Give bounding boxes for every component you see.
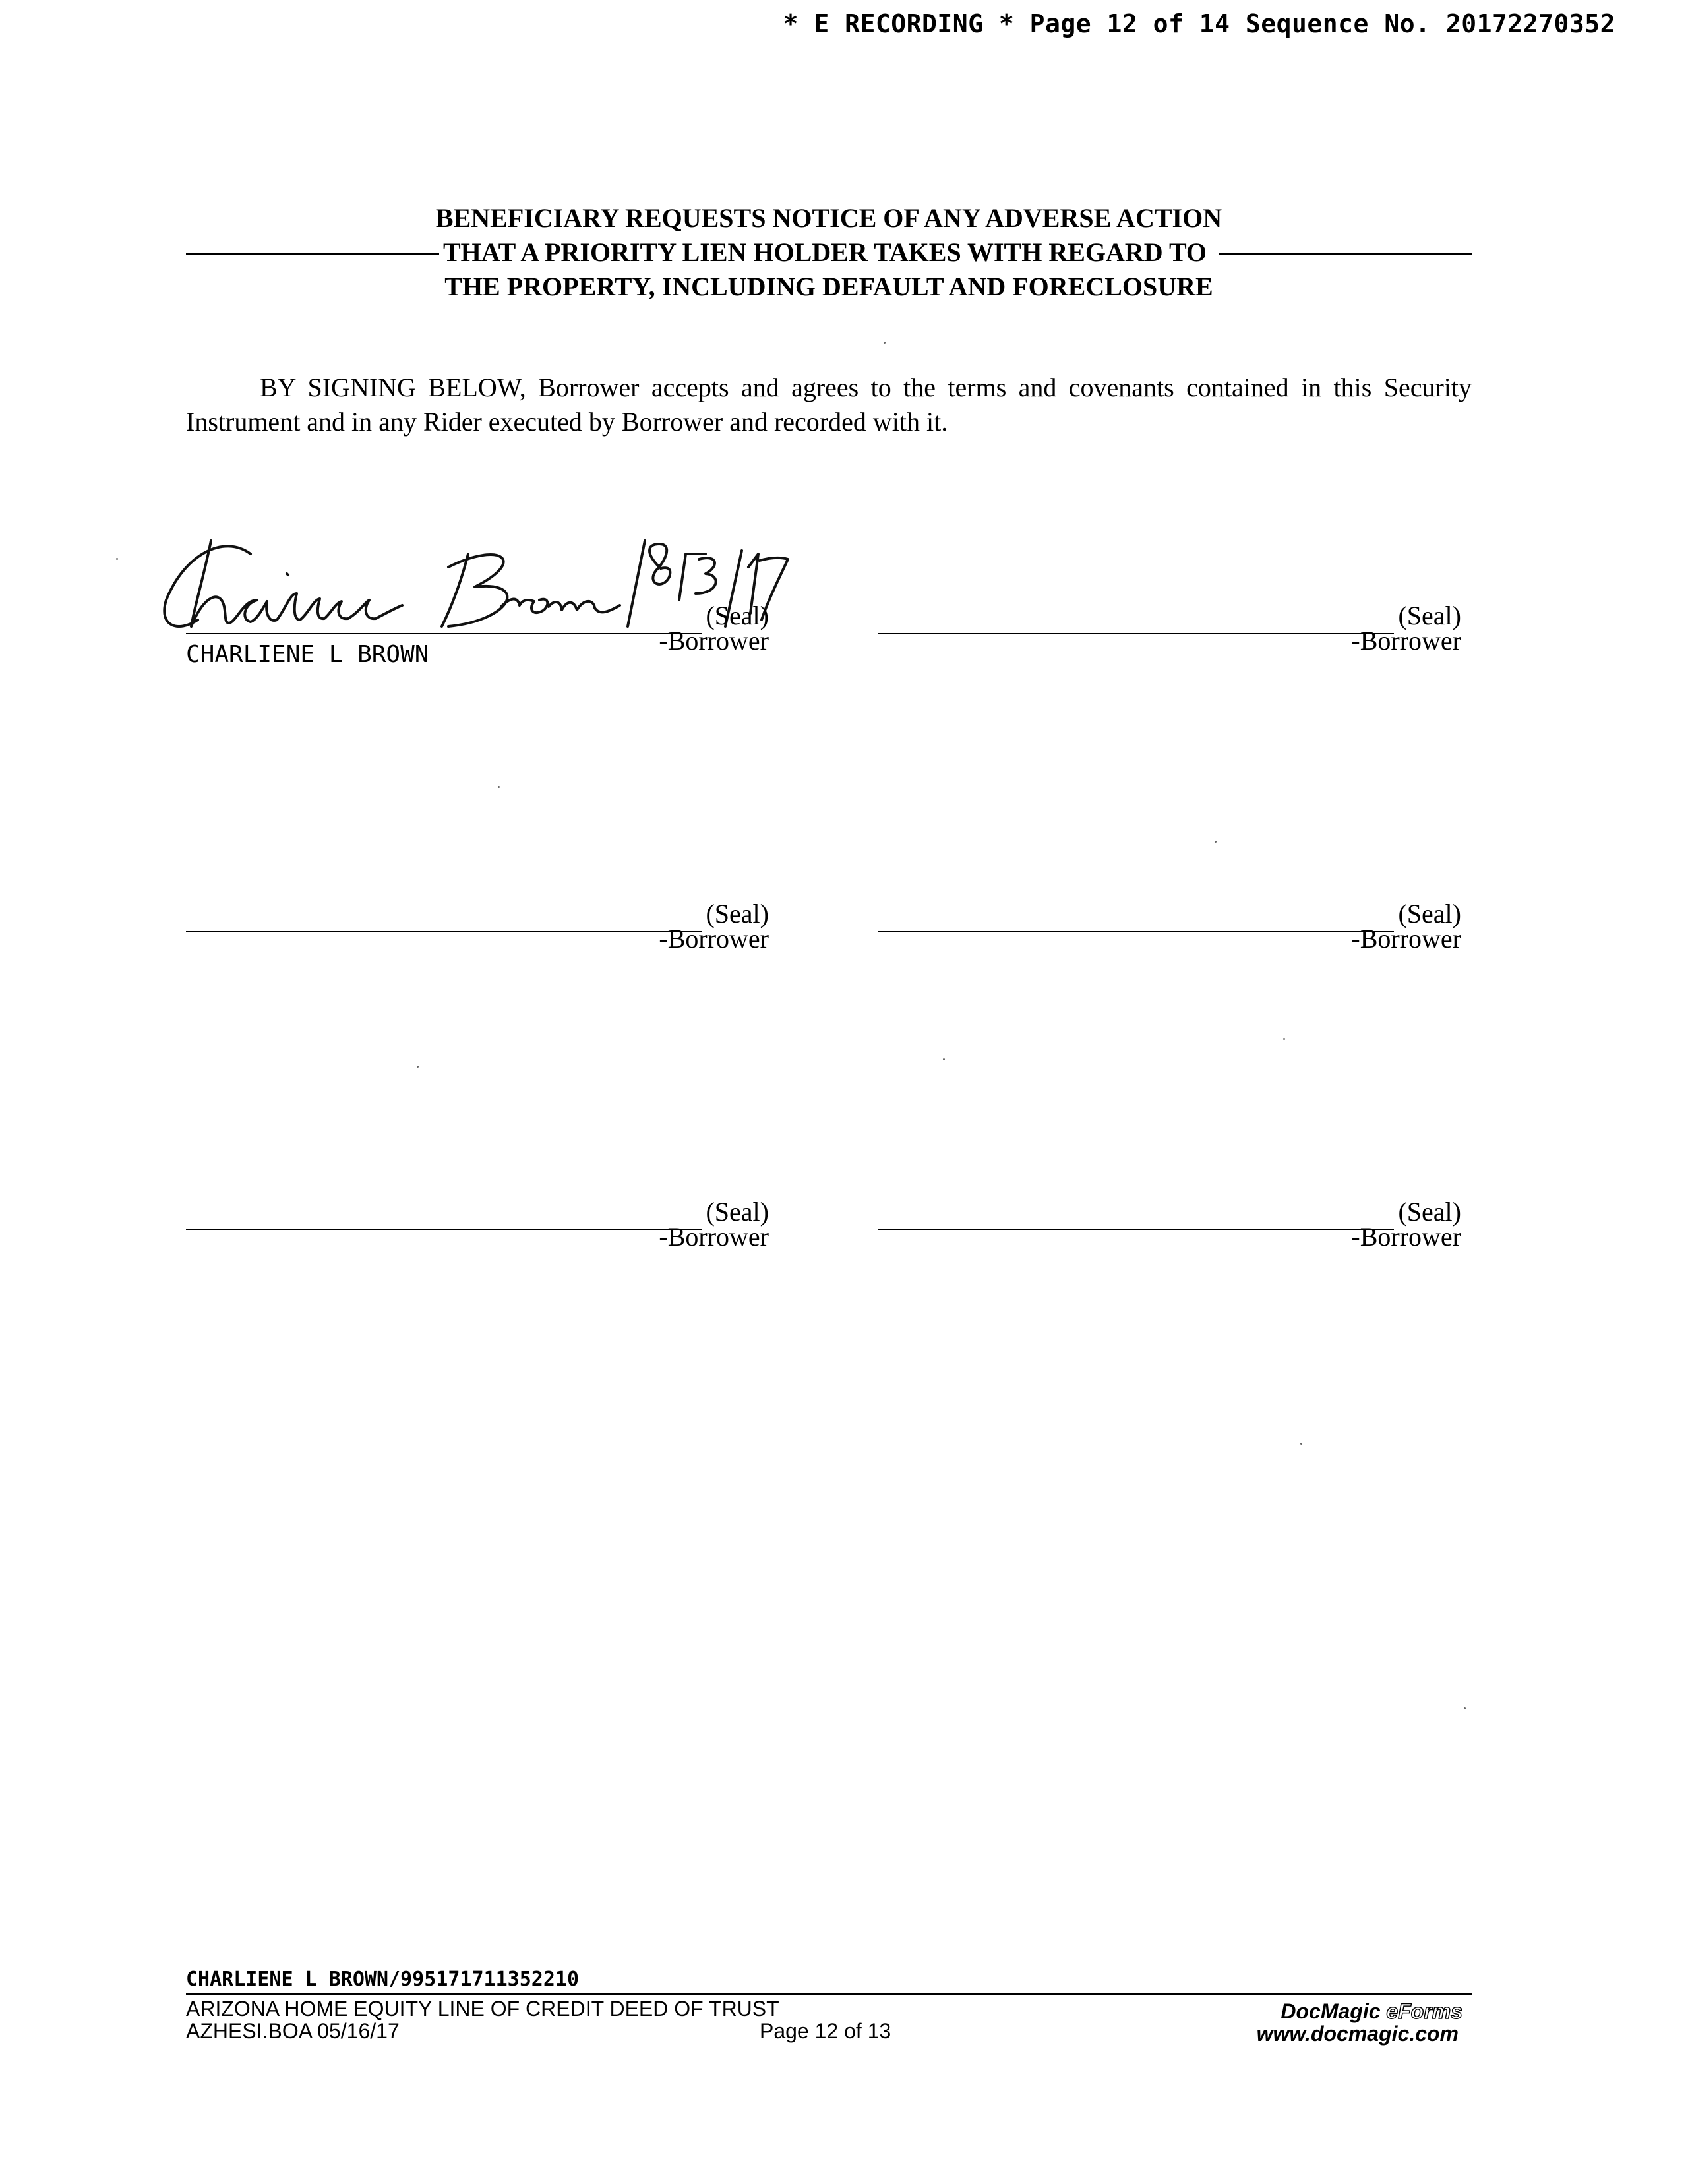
scan-speck xyxy=(417,1066,419,1068)
borrower-label: -Borrower xyxy=(659,1222,769,1252)
signature-line xyxy=(186,931,702,932)
signature-line xyxy=(878,633,1394,634)
notice-left-rule xyxy=(186,253,439,255)
signature-block-6[interactable] xyxy=(878,1198,1472,1270)
scan-speck xyxy=(884,342,886,344)
notice-right-rule xyxy=(1219,253,1472,255)
brand-url: www.docmagic.com xyxy=(1256,2022,1459,2046)
signer-name: CHARLIENE L BROWN xyxy=(186,641,429,668)
form-title: ARIZONA HOME EQUITY LINE OF CREDIT DEED OF TRUST xyxy=(186,1997,779,2020)
notice-line-3: THE PROPERTY, INCLUDING DEFAULT AND FORECLOSURE xyxy=(444,272,1213,301)
signature-block-2[interactable] xyxy=(878,601,1472,674)
scan-speck xyxy=(1464,1707,1466,1709)
brand-suffix: eForms xyxy=(1386,1999,1462,2023)
borrower-label: -Borrower xyxy=(659,626,769,655)
recording-header: * E RECORDING * Page 12 of 14 Sequence No. 20172270352 xyxy=(783,9,1615,38)
acceptance-paragraph xyxy=(186,371,1472,439)
signature-line xyxy=(878,1229,1394,1230)
seal-label: (Seal) xyxy=(1398,601,1461,630)
notice-line-2 xyxy=(186,235,1472,270)
acceptance-text: BY SIGNING BELOW, Borrower accepts and agrees to the terms and covenants contained in this Security Instrument and in any Rider executed by Borrower and recorded with it. xyxy=(186,373,1472,437)
seal-label: (Seal) xyxy=(1398,1197,1461,1227)
docmagic-logo xyxy=(1281,1999,1462,2024)
notice-line-1: BENEFICIARY REQUESTS NOTICE OF ANY ADVERSE ACTION xyxy=(435,203,1222,233)
document-footer xyxy=(186,1968,1472,2046)
loan-reference: CHARLIENE L BROWN/995171711352210 xyxy=(186,1968,580,1991)
footer-row xyxy=(186,1995,1472,2046)
notice-heading xyxy=(186,201,1472,304)
seal-label: (Seal) xyxy=(706,1197,769,1227)
scan-speck xyxy=(943,1058,945,1060)
signature-block-3[interactable] xyxy=(186,899,779,972)
scan-speck xyxy=(1215,841,1217,843)
seal-label: (Seal) xyxy=(706,601,769,630)
form-code: AZHESI.BOA 05/16/17 xyxy=(186,2019,400,2043)
page-number: Page 12 of 13 xyxy=(760,2019,891,2043)
borrower-label: -Borrower xyxy=(1351,1222,1461,1252)
scan-speck xyxy=(1283,1038,1285,1040)
notice-line-2-text: THAT A PRIORITY LIEN HOLDER TAKES WITH REGARD TO xyxy=(442,237,1207,267)
signature-block-1[interactable] xyxy=(186,601,779,674)
signature-block-5[interactable] xyxy=(186,1198,779,1270)
borrower-label: -Borrower xyxy=(1351,924,1461,954)
brand-name: DocMagic xyxy=(1281,1999,1381,2023)
borrower-label: -Borrower xyxy=(1351,626,1461,655)
scan-speck xyxy=(116,558,118,560)
scan-speck xyxy=(498,786,500,788)
seal-label: (Seal) xyxy=(706,899,769,928)
signature-block-4[interactable] xyxy=(878,899,1472,972)
signature-line xyxy=(186,1229,702,1230)
borrower-label: -Borrower xyxy=(659,924,769,954)
scan-speck xyxy=(1300,1443,1302,1445)
signature-line xyxy=(186,633,702,634)
seal-label: (Seal) xyxy=(1398,899,1461,928)
signature-line xyxy=(878,931,1394,932)
